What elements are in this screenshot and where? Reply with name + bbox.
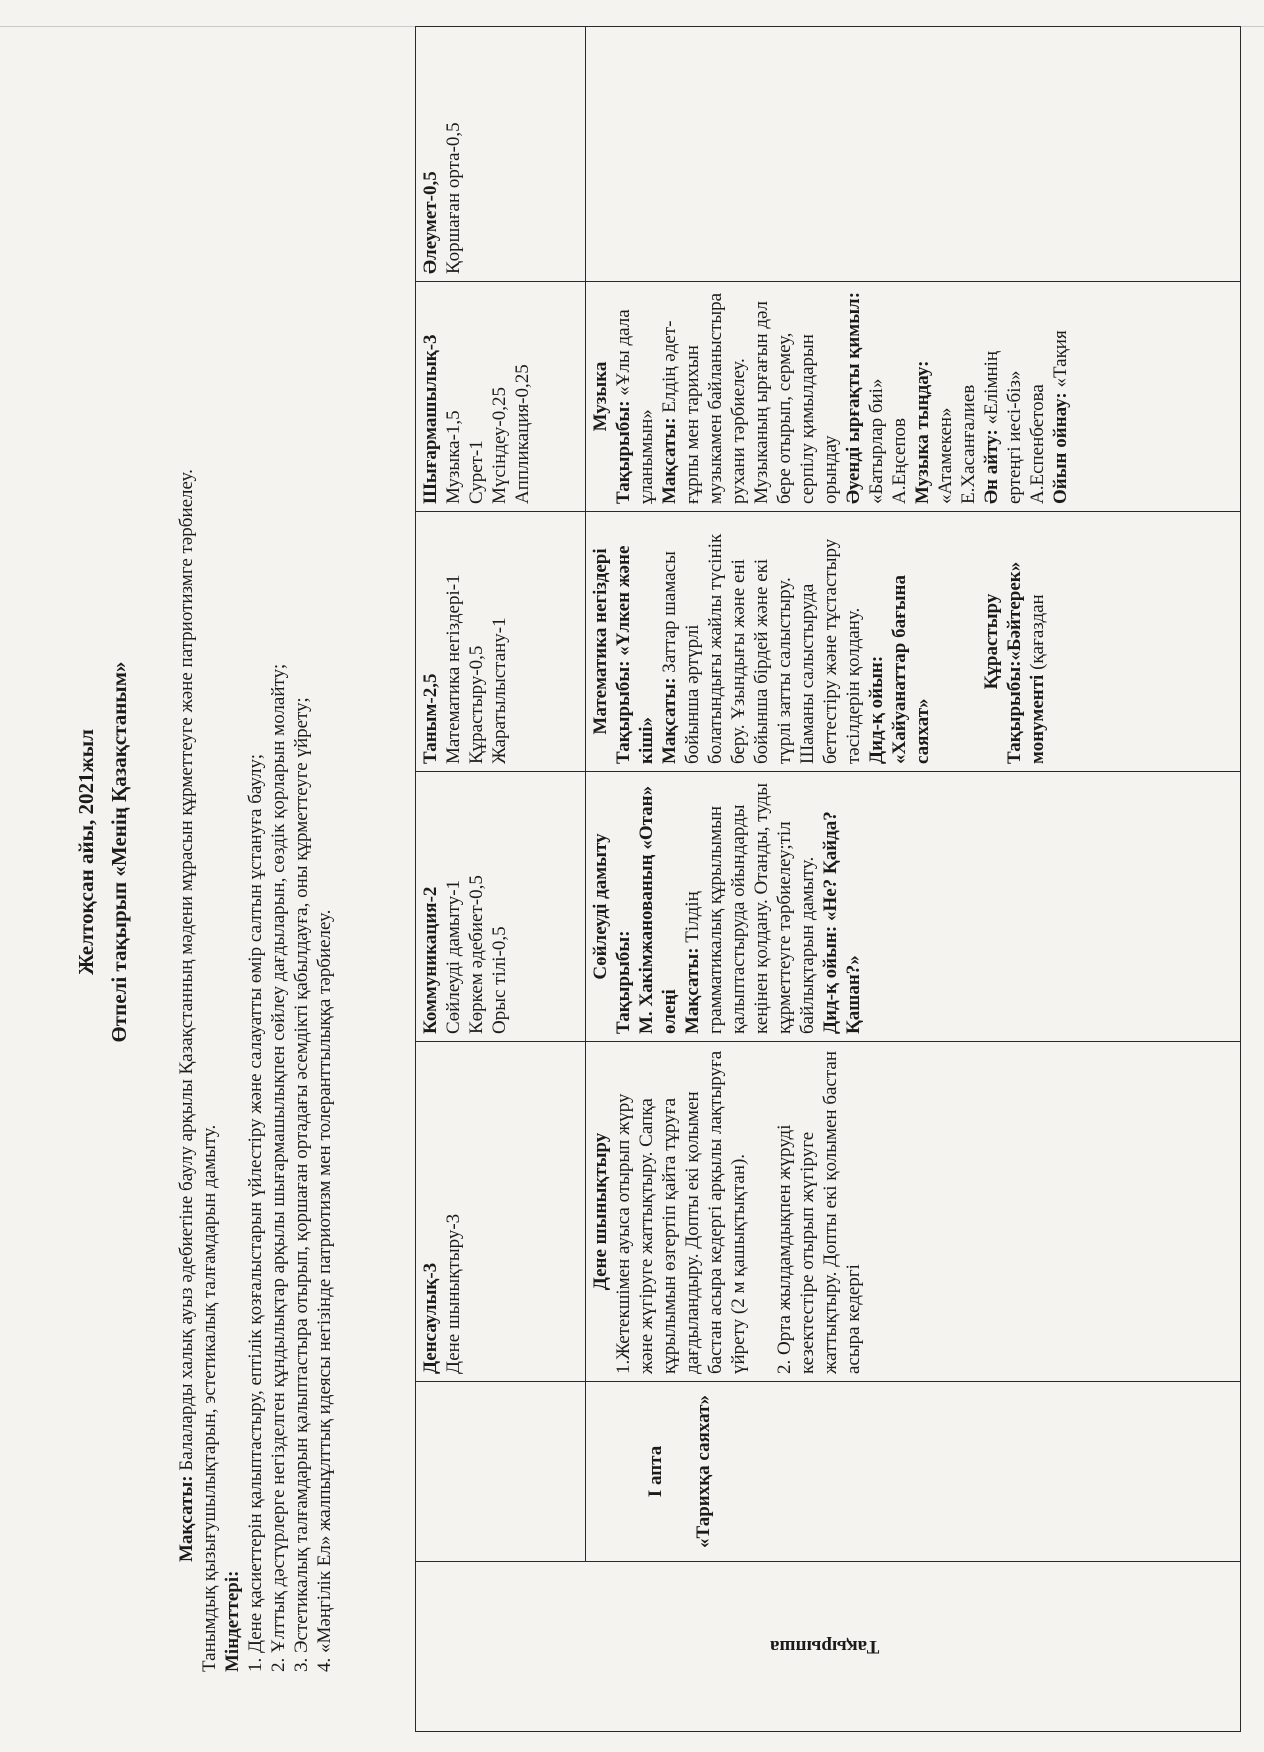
area-title: Денсаулық-3 xyxy=(420,1262,441,1374)
area-sub: Музыка-1,5 xyxy=(443,410,464,504)
spacer xyxy=(934,519,957,764)
area-title: Әлеумет-0,5 xyxy=(420,171,441,274)
math-cell xyxy=(586,512,1241,772)
week-number: I апта xyxy=(645,1445,666,1498)
music-play: «Тақия xyxy=(1050,330,1071,388)
pe-text-2: 2. Орта жылдамдықпен жүруді кезектестіре отырып жүгіруге жаттықтыру. Допты екі қолымен бастан асыра кедергі xyxy=(774,1051,864,1374)
construction-topic: «Бәйтерек» монументі xyxy=(1004,561,1048,764)
area-sub: Аппликация-0,25 xyxy=(512,364,533,504)
music-sing-label: Ән айту: xyxy=(981,429,1002,504)
music-goal-label: Мақсаты: xyxy=(659,417,680,504)
task-item: 2. Ұлттық дәстүрлерге негізделген құндылықтар арқылы шығармашылықпен сөйлеу дағдыларын, сөздік қорларын молайту; xyxy=(268,663,289,1672)
music-rhythm-label: Әуенді ырғақты қимыл: xyxy=(843,291,864,504)
area-sub: Дене шынықтыру-3 xyxy=(443,1213,464,1374)
area-sub: Математика негіздері-1 xyxy=(443,574,464,764)
document-header xyxy=(70,102,136,1602)
pe-text-1: 1.Жетекшімен ауыса отырып жүру және жүгіруге жаттықтыру. Сапқа құрылымын өзгертіп қайта тұруға дағдыландыру. Допты екі қолымен бастан асыра кедергі арқылы лақтыруға үйрету (2 м қашықтықтан). xyxy=(613,1050,749,1374)
tasks-label: Міндеттері: xyxy=(222,1570,243,1672)
empty-header-cell xyxy=(416,1382,586,1562)
intro-section xyxy=(175,112,336,1672)
week-row xyxy=(586,27,1241,1732)
task-item: 1. Дене қасиеттерін қалыптастыру, ептілік қозғалыстарын үйлестіру және салауатты өмір салтын ұстануға баулу; xyxy=(245,753,266,1672)
speech-title: Сөйлеуді дамыту xyxy=(590,833,611,980)
goal-paragraph xyxy=(175,112,198,1672)
speech-topic-label: Тақырыбы: xyxy=(613,930,634,1034)
construction-more: (қағаздан xyxy=(1027,594,1048,670)
speech-topic: М. Хакімжанованың «Отан» өлеңі xyxy=(636,785,680,1034)
area-sub: Сөйлеуді дамыту-1 xyxy=(443,879,464,1034)
math-game: «Хайуанаттар бағына саяхат» xyxy=(889,575,933,764)
math-title: Математика негіздері xyxy=(590,548,611,735)
area-sub: Жаратылыстану-1 xyxy=(489,617,510,764)
math-topic: «Үлкен және кіші» xyxy=(613,545,657,764)
music-rhythm: «Батырлар биі» А.Еңсепов xyxy=(866,378,910,504)
spacer xyxy=(750,1049,773,1374)
week-cell xyxy=(586,1382,1241,1562)
task-item: 3. Эстетикалық талғамдарын қалыптастыра отырып, қоршаған ортадағы әсемдікті қабылдауға, оны құрметтеуге үйрету; xyxy=(291,697,312,1672)
speech-game: Дид-қ ойын: «Не? Қайда? Қашан?» xyxy=(820,811,864,1034)
area-sub: Орыс тілі-0,5 xyxy=(489,926,510,1034)
month-year-title: Желтоқсан айы, 2021жыл xyxy=(74,729,98,975)
area-sub: Көркем әдебиет-0,5 xyxy=(466,875,487,1034)
speech-goal: Тілдің грамматикалық құрылымын қалыптастыруда ойындарды кеңінен қолдану. Отанды, туды құрметтеуге тәрбиелеу;тіл байлықтарын дамыту. xyxy=(682,782,818,1034)
pe-cell xyxy=(586,1042,1241,1382)
plan-table xyxy=(415,26,1241,1732)
area-sub: Қоршаған орта-0,5 xyxy=(443,122,464,274)
area-creativity xyxy=(416,282,586,512)
music-goal: Елдің әдет-ғұрпы мен тарихын музыкамен байланыстыра рухани тәрбиелеу. Музыканың ырғағын дәл бере отырып, сермеу, серпілу қимылдарын орындау xyxy=(659,292,841,504)
speech-goal-label: Мақсаты: xyxy=(682,947,703,1034)
music-listen-label: Музыка тыңдау: xyxy=(912,360,933,504)
area-title: Коммуникация-2 xyxy=(420,886,441,1034)
spacer xyxy=(957,519,980,764)
areas-row xyxy=(416,27,586,1732)
transitional-theme-title: Өтпелі тақырып «Менің Қазақстаным» xyxy=(107,661,131,1043)
music-topic: «Ұлы дала ұланымын» xyxy=(613,309,657,504)
society-cell xyxy=(586,27,1241,282)
week-theme: «Тарихқа саяхат» xyxy=(693,1395,714,1548)
theme-header-text: Тақырыпша xyxy=(770,1636,880,1657)
music-topic-label: Тақырыбы: xyxy=(613,400,634,504)
goal-text-1: Балаларды халық ауыз әдебиетіне баулу арқылы Қазақстанның мәдени мұрасын құрметтеуге және патриотизмге тәрбиелеу. xyxy=(176,469,197,1471)
goal-label: Мақсаты: xyxy=(176,1475,197,1562)
area-cognition xyxy=(416,512,586,772)
area-sub: Мүсіндеу-0,25 xyxy=(489,387,510,504)
math-goal-label: Мақсаты: xyxy=(659,677,680,764)
area-communication xyxy=(416,772,586,1042)
music-cell xyxy=(586,282,1241,512)
music-play-label: Ойын ойнау: xyxy=(1050,392,1071,504)
speech-cell xyxy=(586,772,1241,1042)
construction-title: Құрастыру xyxy=(981,593,1002,690)
area-sub: Сурет-1 xyxy=(466,440,487,504)
goal-text-2: Танымдық қызығушылықтарын, эстетикалық талғамдарын дамыту. xyxy=(199,1124,220,1672)
construction-topic-label: Тақырыбы: xyxy=(1004,660,1025,764)
math-goal: Заттар шамасы бойынша әртүрлі болатындығы жайлы түсінік беру. Ұзындығы және ені бойынша бірдей және екі түрлі затты салыстыру. Шаманы салыстыруда беттестіру және тұстастыру тәсілдерін қолдану. xyxy=(659,533,864,764)
area-title: Шығармашылық-3 xyxy=(420,334,441,504)
area-sub: Құрастыру-0,5 xyxy=(466,645,487,764)
music-sing: «Елімнің ертеңгі иесі-біз» А.Еспенбетова xyxy=(981,350,1048,504)
pe-title: Дене шынықтыру xyxy=(590,1132,611,1291)
area-title: Таным-2,5 xyxy=(420,673,441,764)
math-topic-label: Тақырыбы: xyxy=(613,660,634,764)
area-society xyxy=(416,27,586,282)
music-title: Музыка xyxy=(590,361,611,432)
task-item: 4. «Мәңгілік Ел» жалпыұлттық идеясы негізінде патриотизм мен толеранттылыққа тәрбиелеу. xyxy=(314,909,335,1672)
area-health xyxy=(416,1042,586,1382)
theme-column-header xyxy=(416,1562,1241,1732)
math-game-label: Дид-қ ойын: xyxy=(866,655,887,764)
music-listen: «Атамекен» Е.Хасанғалиев xyxy=(935,384,979,504)
